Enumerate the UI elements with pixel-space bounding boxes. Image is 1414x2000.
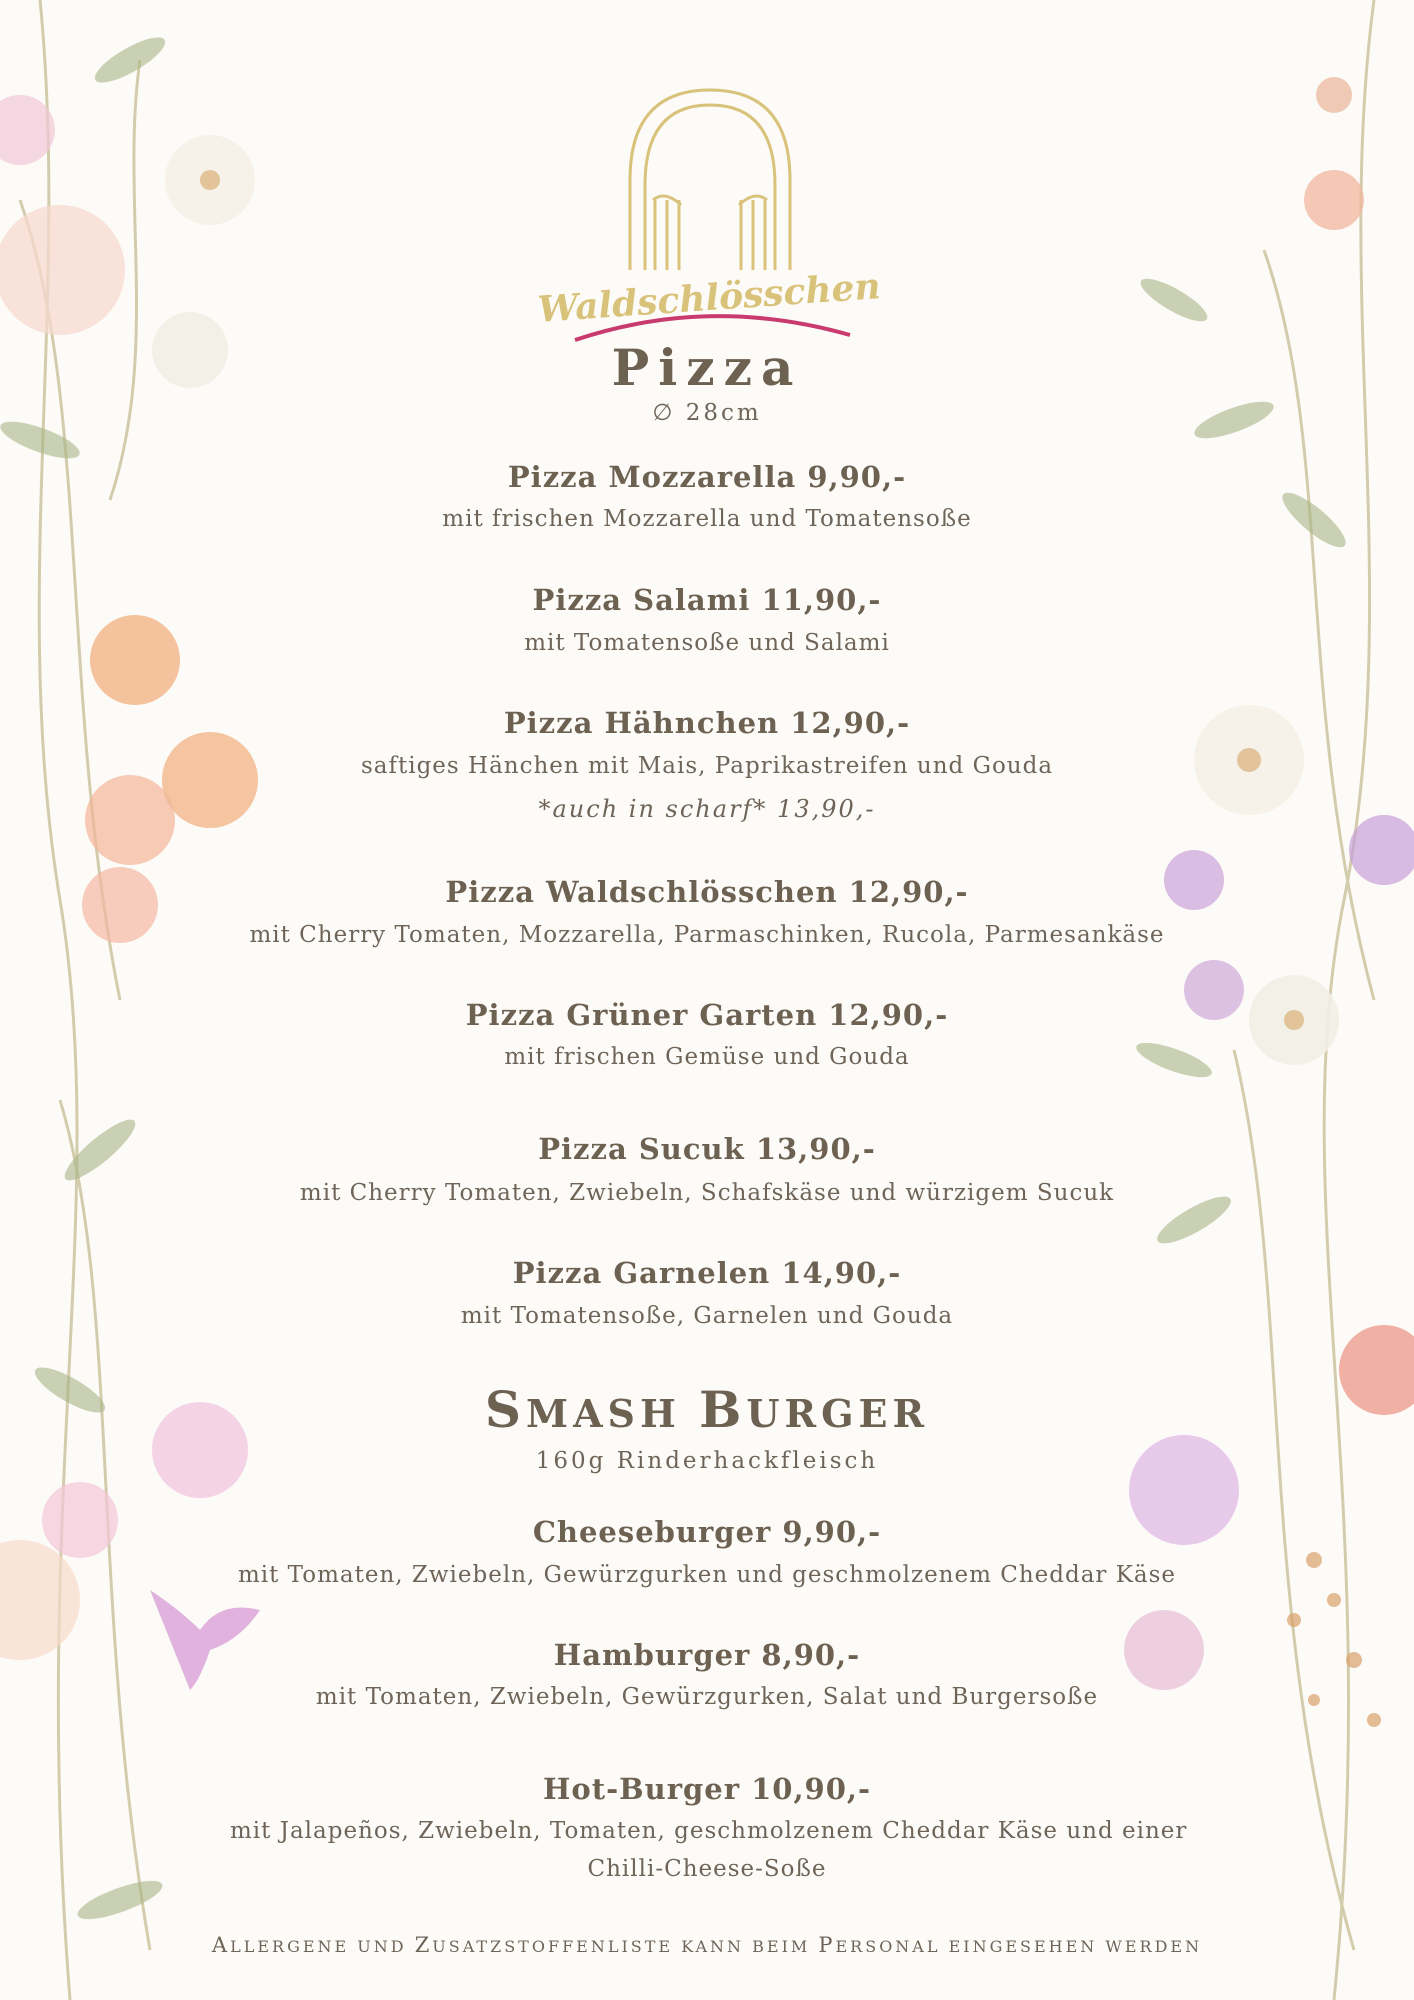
pizza-item-name: Pizza Grüner Garten 12,90,- (465, 998, 949, 1032)
pizza-item-desc: mit Tomatensoße, Garnelen und Gouda (460, 1303, 954, 1329)
pizza-item-name: Pizza Sucuk 13,90,- (538, 1132, 876, 1166)
waldschloesschen-logo (536, 70, 882, 350)
pizza-item-extra: *auch in scharf* 13,90,- (538, 795, 876, 823)
pizza-item-name: Pizza Hähnchen 12,90,- (503, 706, 911, 740)
pizza-item-name: Pizza Garnelen 14,90,- (512, 1256, 902, 1290)
svg-text:Waldschlösschen: Waldschlösschen (536, 265, 882, 331)
burger-item-name: Hamburger 8,90,- (553, 1638, 861, 1672)
pizza-item-name: Pizza Salami 11,90,- (532, 583, 882, 617)
pizza-item-desc: mit Tomatensoße und Salami (524, 630, 890, 656)
pizza-item-name: Pizza Waldschlösschen 12,90,- (445, 875, 969, 909)
burger-item-desc: mit Tomaten, Zwiebeln, Gewürzgurken, Salat und Burgersoße (315, 1684, 1099, 1710)
burger-item-desc: mit Jalapeños, Zwiebeln, Tomaten, geschmolzenem Cheddar Käse und einer (230, 1818, 1188, 1844)
pizza-item-desc: mit Cherry Tomaten, Mozzarella, Parmaschinken, Rucola, Parmesankäse (249, 922, 1165, 948)
pizza-section-title: Pizza (611, 338, 803, 397)
burger-subtitle: 160g Rinderhackfleisch (535, 1448, 879, 1474)
burger-item-desc-cont: Chilli-Cheese-Soße (587, 1856, 827, 1882)
burger-item-name: Cheeseburger 9,90,- (532, 1515, 882, 1549)
pizza-item-desc: mit frischen Mozzarella und Tomatensoße (442, 506, 972, 532)
pizza-item-desc: saftiges Hänchen mit Mais, Paprikastreifen und Gouda (360, 753, 1054, 779)
burger-item-name: Hot-Burger 10,90,- (542, 1772, 872, 1806)
pizza-size: ∅ 28cm (652, 400, 762, 426)
burger-item-desc: mit Tomaten, Zwiebeln, Gewürzgurken und geschmolzenem Cheddar Käse (237, 1562, 1177, 1588)
allergen-notice: ALLERGENE UND ZUSATZSTOFFENLISTE KANN BEIM PERSONAL EINGESEHEN WERDEN (211, 1933, 1203, 1957)
pizza-item-desc: mit frischen Gemüse und Gouda (504, 1044, 910, 1070)
pizza-item-name: Pizza Mozzarella 9,90,- (507, 460, 907, 494)
burger-section-title: SMASH BURGER (484, 1380, 930, 1439)
pizza-item-desc: mit Cherry Tomaten, Zwiebeln, Schafskäse und würzigem Sucuk (299, 1180, 1115, 1206)
